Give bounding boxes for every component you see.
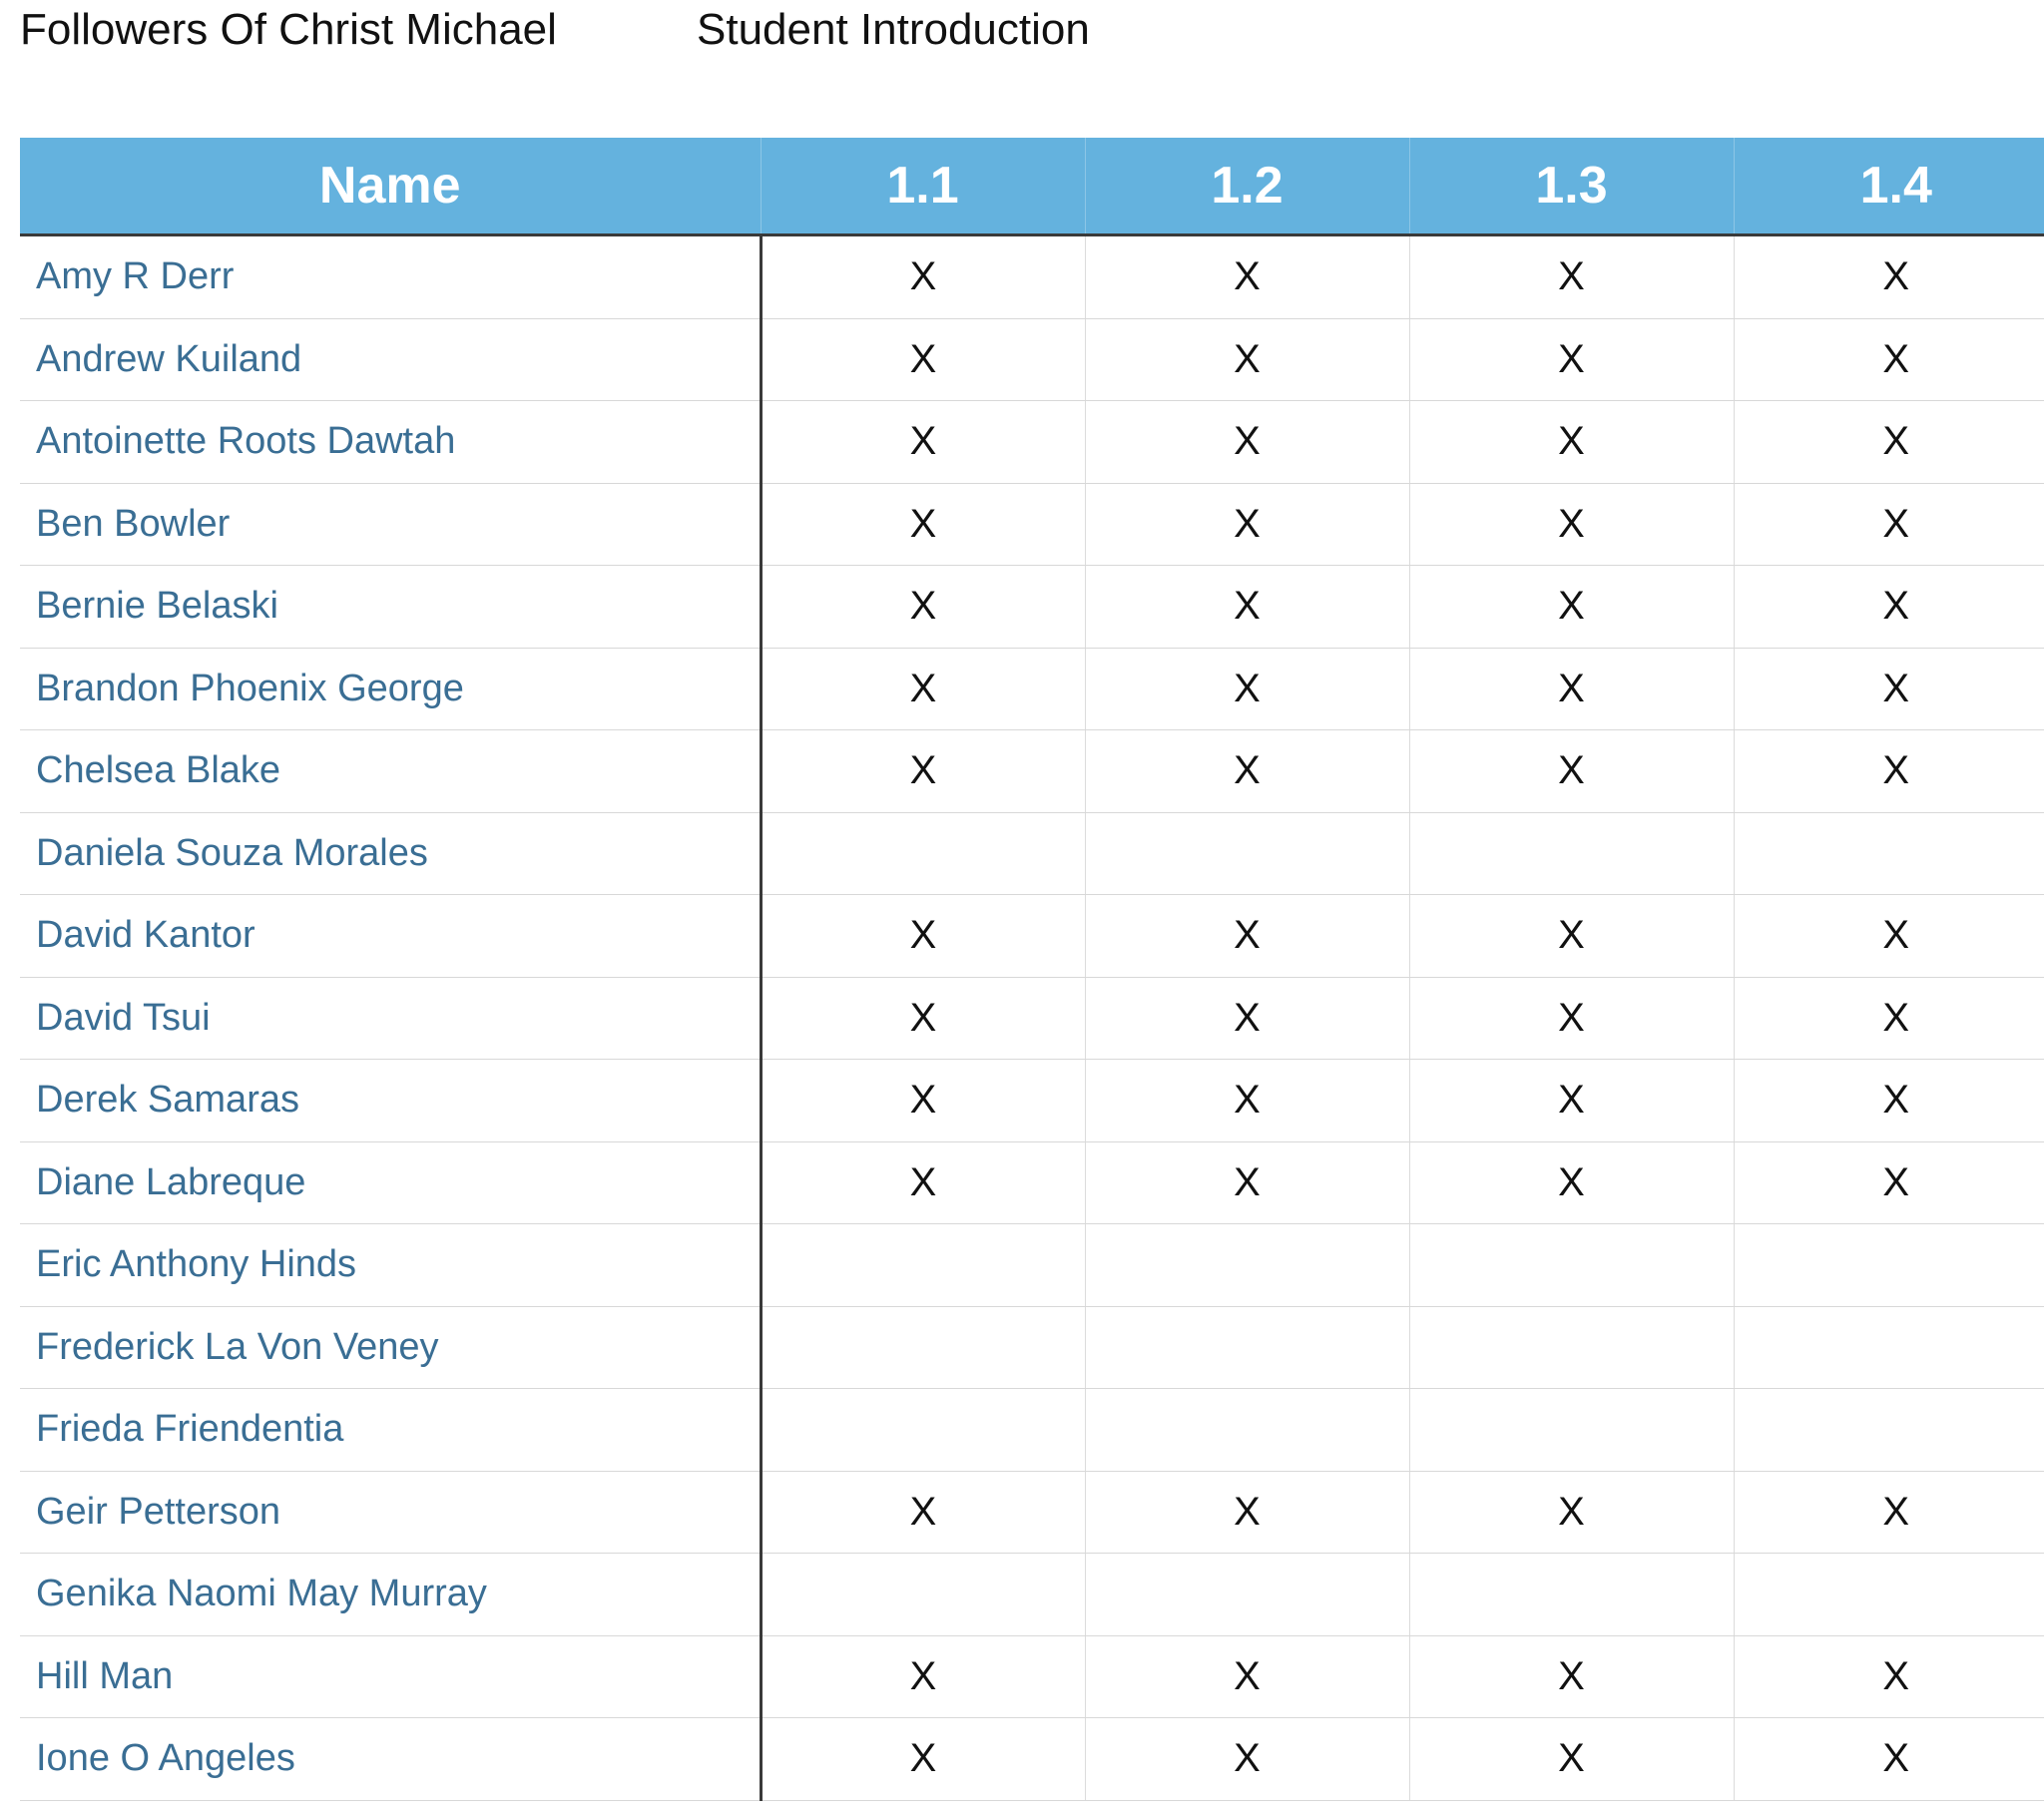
- table-row: [20, 1389, 2044, 1472]
- session-mark-cell[interactable]: X: [1085, 1060, 1409, 1142]
- session-mark-cell[interactable]: X: [761, 1141, 1085, 1224]
- table-row: [20, 401, 2044, 484]
- column-header-1-3[interactable]: 1.3: [1409, 138, 1734, 235]
- session-mark-cell[interactable]: [1734, 812, 2044, 895]
- attendance-table: [20, 138, 2044, 1801]
- session-mark-cell[interactable]: X: [1085, 977, 1409, 1060]
- session-mark-cell[interactable]: X: [761, 318, 1085, 401]
- student-name-cell[interactable]: David Tsui: [20, 977, 761, 1060]
- student-name-cell[interactable]: Diane Labreque: [20, 1141, 761, 1224]
- session-mark-cell[interactable]: X: [1409, 730, 1734, 813]
- session-mark-cell[interactable]: X: [1409, 648, 1734, 730]
- table-row: [20, 1471, 2044, 1554]
- session-mark-cell[interactable]: X: [761, 1060, 1085, 1142]
- table-row: [20, 648, 2044, 730]
- table-row: [20, 1718, 2044, 1801]
- sheet-title: Student Introduction: [697, 5, 1090, 54]
- session-mark-cell[interactable]: [761, 1554, 1085, 1636]
- student-name-cell[interactable]: Derek Samaras: [20, 1060, 761, 1142]
- table-row: [20, 1306, 2044, 1389]
- session-mark-cell[interactable]: X: [1085, 1141, 1409, 1224]
- session-mark-cell[interactable]: X: [1085, 566, 1409, 649]
- session-mark-cell[interactable]: X: [1085, 1471, 1409, 1554]
- student-name-cell[interactable]: Ione O Angeles: [20, 1718, 761, 1801]
- session-mark-cell[interactable]: [1085, 1224, 1409, 1307]
- session-mark-cell[interactable]: X: [1085, 895, 1409, 978]
- session-mark-cell[interactable]: [1734, 1224, 2044, 1307]
- session-mark-cell[interactable]: [1085, 1306, 1409, 1389]
- session-mark-cell[interactable]: X: [761, 977, 1085, 1060]
- session-mark-cell[interactable]: [1734, 1554, 2044, 1636]
- document-title: Followers Of Christ Michael: [20, 5, 557, 54]
- session-mark-cell[interactable]: X: [1734, 483, 2044, 566]
- session-mark-cell[interactable]: X: [1734, 566, 2044, 649]
- session-mark-cell[interactable]: [1409, 1389, 1734, 1472]
- session-mark-cell[interactable]: X: [1085, 648, 1409, 730]
- session-mark-cell[interactable]: X: [1734, 1141, 2044, 1224]
- session-mark-cell[interactable]: X: [1085, 318, 1409, 401]
- table-row: [20, 1060, 2044, 1142]
- column-header-1-4[interactable]: 1.4: [1734, 138, 2044, 235]
- session-mark-cell[interactable]: X: [761, 401, 1085, 484]
- session-mark-cell[interactable]: X: [1085, 1718, 1409, 1801]
- session-mark-cell[interactable]: X: [761, 235, 1085, 319]
- table-row: [20, 566, 2044, 649]
- session-mark-cell[interactable]: X: [1734, 977, 2044, 1060]
- table-row: [20, 1224, 2044, 1307]
- student-name-cell[interactable]: Frederick La Von Veney: [20, 1306, 761, 1389]
- table-row: [20, 812, 2044, 895]
- session-mark-cell[interactable]: X: [1409, 977, 1734, 1060]
- student-name-cell[interactable]: Bernie Belaski: [20, 566, 761, 649]
- session-mark-cell[interactable]: X: [1734, 401, 2044, 484]
- table-row: [20, 1141, 2044, 1224]
- table-row: [20, 483, 2044, 566]
- session-mark-cell[interactable]: X: [761, 566, 1085, 649]
- session-mark-cell[interactable]: X: [1734, 1635, 2044, 1718]
- session-mark-cell[interactable]: [761, 1306, 1085, 1389]
- session-mark-cell[interactable]: X: [1409, 1141, 1734, 1224]
- session-mark-cell[interactable]: X: [1085, 401, 1409, 484]
- session-mark-cell[interactable]: X: [1409, 566, 1734, 649]
- column-header-1-2[interactable]: 1.2: [1085, 138, 1409, 235]
- student-name-cell[interactable]: Geir Petterson: [20, 1471, 761, 1554]
- session-mark-cell[interactable]: X: [1409, 401, 1734, 484]
- session-mark-cell[interactable]: X: [1734, 318, 2044, 401]
- student-name-cell[interactable]: Genika Naomi May Murray: [20, 1554, 761, 1636]
- session-mark-cell[interactable]: X: [1409, 1060, 1734, 1142]
- session-mark-cell[interactable]: X: [1409, 318, 1734, 401]
- session-mark-cell[interactable]: [761, 1224, 1085, 1307]
- session-mark-cell[interactable]: X: [1734, 1060, 2044, 1142]
- session-mark-cell[interactable]: X: [1409, 1718, 1734, 1801]
- session-mark-cell[interactable]: X: [1734, 235, 2044, 319]
- session-mark-cell[interactable]: X: [761, 1635, 1085, 1718]
- table-row: [20, 1635, 2044, 1718]
- student-name-cell[interactable]: Andrew Kuiland: [20, 318, 761, 401]
- session-mark-cell[interactable]: X: [1409, 895, 1734, 978]
- student-name-cell[interactable]: Ben Bowler: [20, 483, 761, 566]
- session-mark-cell[interactable]: X: [1085, 730, 1409, 813]
- column-header-name[interactable]: Name: [20, 138, 761, 235]
- session-mark-cell[interactable]: X: [1409, 235, 1734, 319]
- session-mark-cell[interactable]: X: [1734, 1471, 2044, 1554]
- student-name-cell[interactable]: Daniela Souza Morales: [20, 812, 761, 895]
- student-name-cell[interactable]: Eric Anthony Hinds: [20, 1224, 761, 1307]
- header-row: [20, 138, 2044, 235]
- session-mark-cell[interactable]: X: [1409, 483, 1734, 566]
- session-mark-cell[interactable]: [1409, 1306, 1734, 1389]
- session-mark-cell[interactable]: [1734, 1389, 2044, 1472]
- session-mark-cell[interactable]: X: [761, 895, 1085, 978]
- session-mark-cell[interactable]: X: [1085, 483, 1409, 566]
- session-mark-cell[interactable]: X: [761, 483, 1085, 566]
- session-mark-cell[interactable]: [1734, 1306, 2044, 1389]
- table-header: [20, 138, 2044, 235]
- session-mark-cell[interactable]: [1409, 1224, 1734, 1307]
- student-name-cell[interactable]: David Kantor: [20, 895, 761, 978]
- session-mark-cell[interactable]: [1409, 1554, 1734, 1636]
- session-mark-cell[interactable]: X: [761, 730, 1085, 813]
- table-body: [20, 235, 2044, 1801]
- student-name-cell[interactable]: Hill Man: [20, 1635, 761, 1718]
- session-mark-cell[interactable]: [761, 812, 1085, 895]
- session-mark-cell[interactable]: X: [761, 648, 1085, 730]
- table-row: [20, 895, 2044, 978]
- session-mark-cell[interactable]: X: [1409, 1471, 1734, 1554]
- session-mark-cell[interactable]: X: [1409, 1635, 1734, 1718]
- table-row: [20, 1554, 2044, 1636]
- session-mark-cell[interactable]: [1085, 1554, 1409, 1636]
- table-row: [20, 730, 2044, 813]
- attendance-table-container: [20, 138, 2044, 1801]
- session-mark-cell[interactable]: X: [1085, 235, 1409, 319]
- student-name-cell[interactable]: Brandon Phoenix George: [20, 648, 761, 730]
- session-mark-cell[interactable]: X: [1734, 1718, 2044, 1801]
- student-name-cell[interactable]: Chelsea Blake: [20, 730, 761, 813]
- session-mark-cell[interactable]: X: [761, 1471, 1085, 1554]
- session-mark-cell[interactable]: X: [1085, 1635, 1409, 1718]
- session-mark-cell[interactable]: [1409, 812, 1734, 895]
- session-mark-cell[interactable]: X: [1734, 895, 2044, 978]
- student-name-cell[interactable]: Antoinette Roots Dawtah: [20, 401, 761, 484]
- table-row: [20, 977, 2044, 1060]
- session-mark-cell[interactable]: X: [1734, 648, 2044, 730]
- student-name-cell[interactable]: Amy R Derr: [20, 235, 761, 319]
- session-mark-cell[interactable]: [1085, 812, 1409, 895]
- session-mark-cell[interactable]: X: [761, 1718, 1085, 1801]
- session-mark-cell[interactable]: [1085, 1389, 1409, 1472]
- session-mark-cell[interactable]: [761, 1389, 1085, 1472]
- student-name-cell[interactable]: Frieda Friendentia: [20, 1389, 761, 1472]
- session-mark-cell[interactable]: X: [1734, 730, 2044, 813]
- table-row: [20, 318, 2044, 401]
- table-row: [20, 235, 2044, 319]
- column-header-1-1[interactable]: 1.1: [761, 138, 1085, 235]
